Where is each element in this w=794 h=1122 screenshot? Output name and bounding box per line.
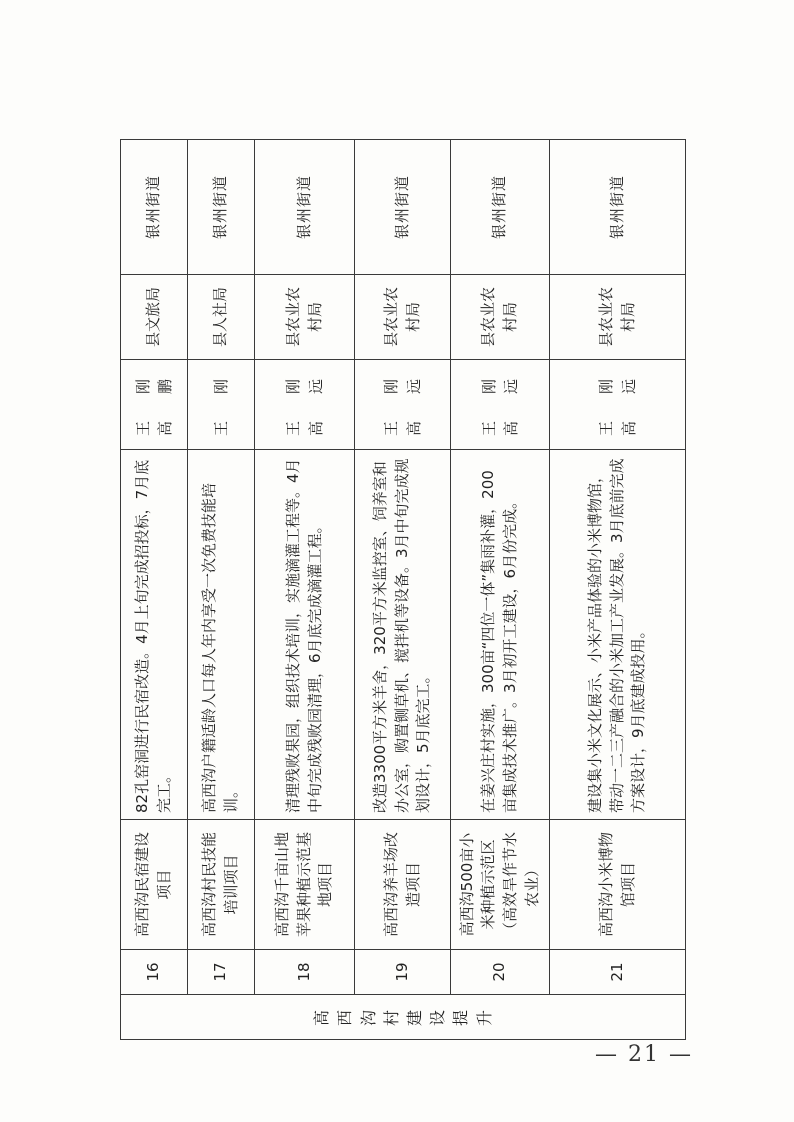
department-cell: 县人社局 — [188, 275, 255, 360]
row-number-cell: 18 — [255, 950, 355, 995]
responsible-person-cell — [121, 360, 188, 450]
responsible-person-cell — [355, 360, 451, 450]
table-row — [355, 140, 451, 1040]
category-cell: 高西沟村建设提升 — [121, 995, 686, 1040]
table-row — [255, 140, 355, 1040]
project-name-cell: 高西沟村民技能培训项目 — [188, 820, 255, 950]
responsible-person-name: 高 远 — [306, 373, 325, 437]
unit-cell: 银州街道 — [451, 140, 550, 275]
project-name-cell: 高西沟500亩小米种植示范区（高效旱作节水农业） — [451, 820, 550, 950]
department-cell: 县农业农村局 — [451, 275, 550, 360]
responsible-person-name: 高 鹏 — [156, 373, 174, 437]
project-content-cell: 高西沟户籍适龄人口每人年内享受一次免费技能培训。 — [188, 450, 255, 820]
responsible-person-name: 王 刚 — [211, 373, 230, 437]
page-number: — 21 — — [595, 1042, 693, 1067]
unit-cell: 银州街道 — [188, 140, 255, 275]
project-content-cell: 清理残败果园，组织技术培训，实施滴灌工程等。4月中旬完成残败园清理，6月底完成滴灌工程。 — [255, 450, 355, 820]
row-number-cell: 19 — [355, 950, 451, 995]
responsible-person-cell — [255, 360, 355, 450]
project-content-cell: 在姜兴庄村实施，300亩“四位一体”集雨补灌，200亩集成技术推广。3月初开工建设，6月份完成。 — [451, 450, 550, 820]
unit-cell: 银州街道 — [255, 140, 355, 275]
row-number-cell: 16 — [121, 950, 188, 995]
department-cell: 县农业农村局 — [355, 275, 451, 360]
responsible-person-name: 王 刚 — [382, 373, 400, 437]
project-content-cell: 82孔窑洞进行民宿改造。4月上旬完成招投标，7月底完工。 — [121, 450, 188, 820]
responsible-person-cell — [188, 360, 255, 450]
responsible-person-name: 王 刚 — [479, 373, 498, 437]
project-name-cell: 高西沟养羊场改造项目 — [355, 820, 451, 950]
unit-cell: 银州街道 — [550, 140, 686, 275]
department-cell: 县农业农村局 — [255, 275, 355, 360]
unit-cell: 银州街道 — [355, 140, 451, 275]
responsible-person-name: 王 刚 — [284, 373, 302, 437]
table-row — [188, 140, 255, 1040]
project-name-cell: 高西沟千亩山地苹果种植示范基地项目 — [255, 820, 355, 950]
responsible-person-cell — [451, 360, 550, 450]
table-row — [550, 140, 686, 1040]
department-cell: 县农业农村局 — [550, 275, 686, 360]
row-number-cell: 17 — [188, 950, 255, 995]
responsible-person-name: 高 远 — [502, 373, 520, 437]
responsible-person-name: 王 刚 — [597, 373, 615, 437]
unit-cell: 银州街道 — [121, 140, 188, 275]
department-cell: 县文旅局 — [121, 275, 188, 360]
responsible-person-name: 高 远 — [404, 373, 423, 437]
responsible-person-cell — [550, 360, 686, 450]
project-name-cell: 高西沟民宿建设项目 — [121, 820, 188, 950]
row-number-cell: 21 — [550, 950, 686, 995]
project-table — [120, 139, 686, 1040]
project-content-cell: 改造3300平方米羊舍，320平方米监控室、饲养室和办公室，购置铡草机、搅拌机等设备。3月中旬完成规划设计，5月底完工。 — [355, 450, 451, 820]
rotated-table-container — [120, 140, 685, 1040]
table-row — [451, 140, 550, 1040]
table-row — [121, 140, 188, 1040]
responsible-person-name: 王 刚 — [133, 373, 152, 437]
row-number-cell: 20 — [451, 950, 550, 995]
project-name-cell: 高西沟小米博物馆项目 — [550, 820, 686, 950]
responsible-person-name: 高 远 — [619, 373, 638, 437]
project-content-cell: 建设集小米文化展示、小米产品体验的小米博物馆，带动一二三产融合的小米加工产业发展。3月底前完成方案设计，9月底建成投用。 — [550, 450, 686, 820]
